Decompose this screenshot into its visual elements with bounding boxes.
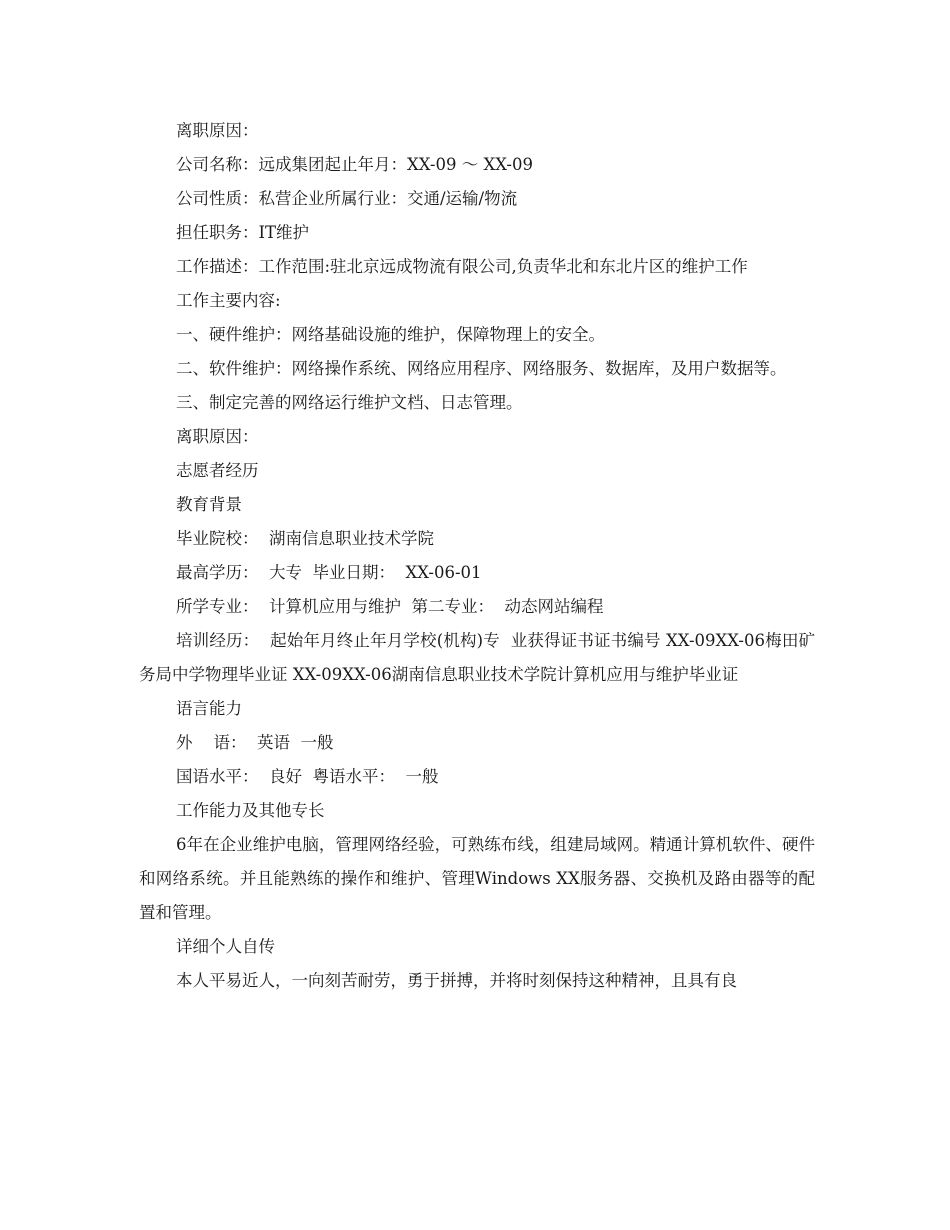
duty-item-software: 二、软件维护：网络操作系统、网络应用程序、网络服务、数据库，及用户数据等。 (176, 359, 787, 378)
education-heading: 教育背景 (176, 495, 242, 514)
highest-degree-line: 最高学历： 大专 毕业日期： XX-06-01 (176, 563, 482, 582)
major-line: 所学专业： 计算机应用与维护 第二专业： 动态网站编程 (176, 597, 604, 616)
duty-item-hardware: 一、硬件维护：网络基础设施的维护，保障物理上的安全。 (176, 325, 605, 344)
graduated-school-line: 毕业院校： 湖南信息职业技术学院 (176, 529, 434, 548)
skills-paragraph: 6年在企业维护电脑，管理网络经验，可熟练布线，组建局域网。精通计算机软件、硬件和网络系统。并且能熟练的操作和维护、管理Windows XX服务器、交换机及路由器等的配置和管理。 (139, 835, 815, 922)
main-duties-heading: 工作主要内容: (176, 291, 281, 310)
company-name-line: 公司名称：远成集团起止年月：XX-09 ～ XX-09 (176, 155, 533, 174)
skills-heading: 工作能力及其他专长 (176, 801, 325, 820)
duty-item-documentation: 三、制定完善的网络运行维护文档、日志管理。 (176, 393, 523, 412)
foreign-language-line: 外 语： 英语 一般 (176, 733, 334, 752)
leave-reason-label: 离职原因： (176, 121, 259, 140)
job-title-line: 担任职务：IT维护 (176, 223, 310, 242)
mandarin-level-line: 国语水平： 良好 粤语水平： 一般 (176, 767, 439, 786)
language-heading: 语言能力 (176, 699, 242, 718)
leave-reason-label: 离职原因： (176, 427, 259, 446)
autobiography-paragraph: 本人平易近人，一向刻苦耐劳，勇于拼搏，并将时刻保持这种精神，且具有良 (176, 971, 737, 990)
job-description-paragraph: 工作描述：工作范围:驻北京远成物流有限公司,负责华北和东北片区的维护工作 (176, 257, 748, 276)
volunteer-heading: 志愿者经历 (176, 461, 259, 480)
training-paragraph: 培训经历： 起始年月终止年月学校(机构)专 业获得证书证书编号 XX-09XX-06梅田矿务局中学物理毕业证 XX-09XX-06湖南信息职业技术学院计算机应用与维护毕业证 (139, 631, 815, 684)
company-type-line: 公司性质：私营企业所属行业：交通/运输/物流 (176, 189, 518, 208)
autobiography-heading: 详细个人自传 (176, 937, 275, 956)
document-body (139, 114, 815, 998)
